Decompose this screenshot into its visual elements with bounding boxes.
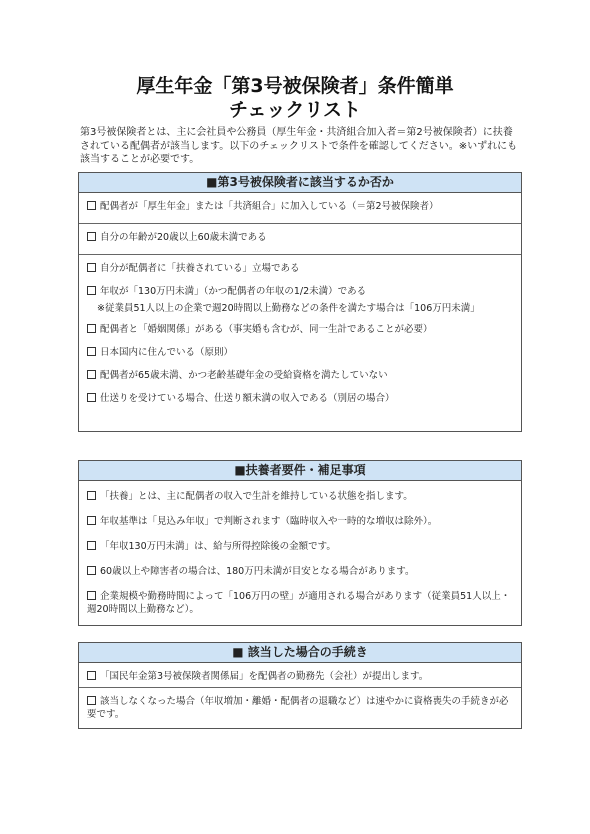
checklist-text: 60歳以上や障害者の場合は、180万円未満が目安となる場合があります。	[100, 566, 415, 577]
checklist-text: 日本国内に住んでいる（原則）	[100, 347, 234, 358]
checkbox-icon[interactable]	[87, 393, 96, 402]
checkbox-icon[interactable]	[87, 491, 96, 500]
checklist-text: 「年収130万円未満」は、給与所得控除後の金額です。	[100, 541, 336, 552]
checklist-text: 配偶者と「婚姻関係」がある（事実婚も含むが、同一生計であることが必要）	[100, 324, 433, 335]
checklist-row	[79, 224, 521, 255]
checkbox-icon[interactable]	[87, 286, 96, 295]
checkbox-icon[interactable]	[87, 541, 96, 550]
checkbox-icon[interactable]	[87, 201, 96, 210]
section-dependent-requirements	[78, 460, 522, 626]
checklist-text: 年収が「130万円未満」（かつ配偶者の年収の1/2未満）である	[100, 286, 367, 297]
checklist-row	[79, 688, 521, 728]
checklist-text: 年収基準は「見込み年収」で判断されます（臨時収入や一時的な増収は除外）。	[100, 516, 438, 527]
checklist-text: 自分が配偶者に「扶養されている」立場である	[100, 263, 300, 274]
note-text: ※従業員51人以上の企業で週20時間以上勤務などの条件を満たす場合は「106万円未満」	[97, 303, 480, 314]
checkbox-icon[interactable]	[87, 232, 96, 241]
section-heading: ■第3号被保険者に該当するか否か	[79, 173, 521, 193]
checkbox-icon[interactable]	[87, 516, 96, 525]
title-line-1: 厚生年金「第3号被保険者」条件簡単	[136, 75, 454, 97]
checklist-text: 該当しなくなった場合（年収増加・離婚・配偶者の退職など）は速やかに資格喪失の手続きが必要です。	[87, 696, 509, 720]
checkbox-icon[interactable]	[87, 591, 96, 600]
checkbox-icon[interactable]	[87, 263, 96, 272]
checklist-row	[79, 255, 521, 431]
checkbox-icon[interactable]	[87, 696, 96, 705]
page-title	[0, 74, 590, 122]
checklist-row	[79, 663, 521, 688]
checklist-row	[79, 481, 521, 625]
section-heading: ■扶養者要件・補足事項	[79, 461, 521, 481]
checkbox-icon[interactable]	[87, 566, 96, 575]
checklist-text: 「国民年金第3号被保険者関係届」を配偶者の勤務先（会社）が提出します。	[100, 671, 429, 682]
section-heading: ■ 該当した場合の手続き	[79, 643, 521, 663]
checklist-text: 配偶者が「厚生年金」または「共済組合」に加入している（＝第2号被保険者）	[100, 201, 439, 212]
checklist-row	[79, 193, 521, 224]
checkbox-icon[interactable]	[87, 671, 96, 680]
intro-paragraph: 第3号被保険者とは、主に会社員や公務員（厚生年金・共済組合加入者＝第2号被保険者）に扶養されている配偶者が該当します。以下のチェックリストで条件を確認してください。※いずれにも該当することが必要です。	[80, 127, 518, 165]
checklist-text: 自分の年齢が20歳以上60歳未満である	[100, 232, 267, 243]
checkbox-icon[interactable]	[87, 370, 96, 379]
checklist-text: 仕送りを受けている場合、仕送り額未満の収入である（別居の場合）	[100, 393, 395, 404]
checkbox-icon[interactable]	[87, 347, 96, 356]
section-procedure	[78, 642, 522, 729]
checklist-text: 「扶養」とは、主に配偶者の収入で生計を維持している状態を指します。	[100, 491, 413, 502]
checklist-text: 企業規模や勤務時間によって「106万円の壁」が適用される場合があります（従業員51人以上・週20時間以上勤務など）。	[87, 591, 511, 615]
checkbox-icon[interactable]	[87, 324, 96, 333]
checklist-text: 配偶者が65歳未満、かつ老齢基礎年金の受給資格を満たしていない	[100, 370, 388, 381]
section-eligibility	[78, 172, 522, 432]
title-line-2: チェックリスト	[228, 99, 362, 121]
